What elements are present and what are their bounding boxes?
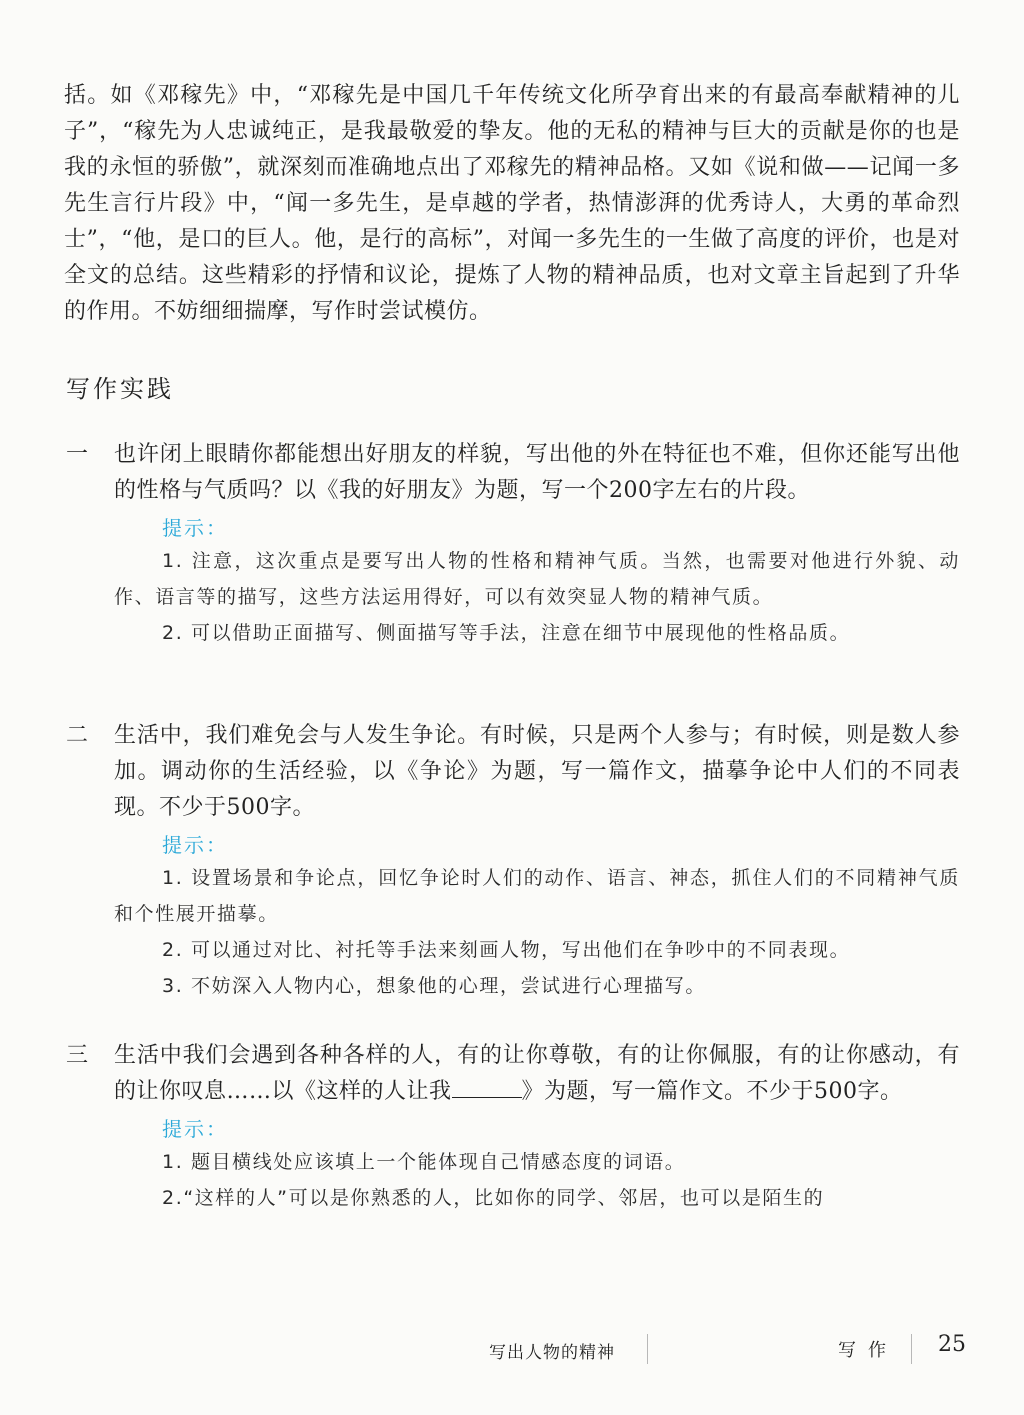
tip-item: 1. 注意，这次重点是要写出人物的性格和精神气质。当然，也需要对他进行外貌、动作、语言等的描写，这些方法运用得好，可以有效突显人物的精神气质。 (114, 550, 960, 608)
section-title: 写作实践 (66, 375, 174, 403)
page-number: 25 (938, 1332, 966, 1357)
page-footer (0, 1332, 1024, 1366)
exercise-number: 三 (66, 1043, 89, 1068)
exercise-text-after-blank: 》为题，写一篇作文。不少于500字。 (521, 1079, 903, 1104)
intro-paragraph: 括。如《邓稼先》中，“邓稼先是中国几千年传统文化所孕育出来的有最高奉献精神的儿子”，“稼先为人忠诚纯正，是我最敬爱的挚友。他的无私的精神与巨大的贡献是你的也是我的永恒的骄傲”，就深刻而准确地点出了邓稼先的精神品格。又如《说和做——记闻一多先生言行片段》中，“闻一多先生，是卓越的学者，热情澎湃的优秀诗人，大勇的革命烈士”，“他，是口的巨人。他，是行的高标”，对闻一多先生的一生做了高度的评价，也是对全文的总结。这些精彩的抒情和议论，提炼了人物的精神品质，也对文章主旨起到了升华的作用。不妨细细揣摩，写作时尝试模仿。 (64, 83, 960, 324)
tip-item: 1. 设置场景和争论点，回忆争论时人们的动作、语言、神态，抓住人们的不同精神气质和个性展开描摹。 (114, 867, 960, 925)
exercise-text: 也许闭上眼睛你都能想出好朋友的样貌，写出他的外在特征也不难，但你还能写出他的性格与气质吗？以《我的好朋友》为题，写一个200字左右的片段。 (114, 442, 960, 503)
exercise-3 (66, 1038, 960, 1216)
footer-divider (911, 1334, 912, 1364)
tip-label: 提示： (162, 1117, 228, 1141)
footer-divider (647, 1334, 648, 1364)
exercise-number: 二 (66, 723, 89, 748)
exercise-number: 一 (66, 442, 89, 467)
tip-item: 2.“这样的人”可以是你熟悉的人，比如你的同学、邻居，也可以是陌生的 (162, 1187, 825, 1209)
exercise-text (114, 1038, 960, 1110)
tip-item: 2. 可以通过对比、衬托等手法来刻画人物，写出他们在争吵中的不同表现。 (162, 939, 851, 961)
tip-label: 提示： (162, 516, 228, 540)
exercise-1 (66, 437, 960, 651)
tip-label: 提示： (162, 833, 228, 857)
fill-in-blank (452, 1075, 522, 1098)
tip-item: 3. 不妨深入人物内心，想象他的心理，尝试进行心理描写。 (162, 975, 706, 997)
exercise-2 (66, 718, 960, 1004)
footer-chapter-title: 写出人物的精神 (489, 1343, 615, 1363)
exercise-text-before-blank: 生活中我们会遇到各种各样的人，有的让你尊敬，有的让你佩服，有的让你感动，有的让你叹息……以《这样的人让我 (114, 1043, 960, 1104)
footer-section-label: 写作 (838, 1340, 898, 1361)
tip-item: 1. 题目横线处应该填上一个能体现自己情感态度的词语。 (162, 1151, 686, 1173)
tip-item: 2. 可以借助正面描写、侧面描写等手法，注意在细节中展现他的性格品质。 (162, 622, 851, 644)
exercise-text: 生活中，我们难免会与人发生争论。有时候，只是两个人参与；有时候，则是数人参加。调动你的生活经验，以《争论》为题，写一篇作文，描摹争论中人们的不同表现。不少于500字。 (114, 723, 960, 820)
